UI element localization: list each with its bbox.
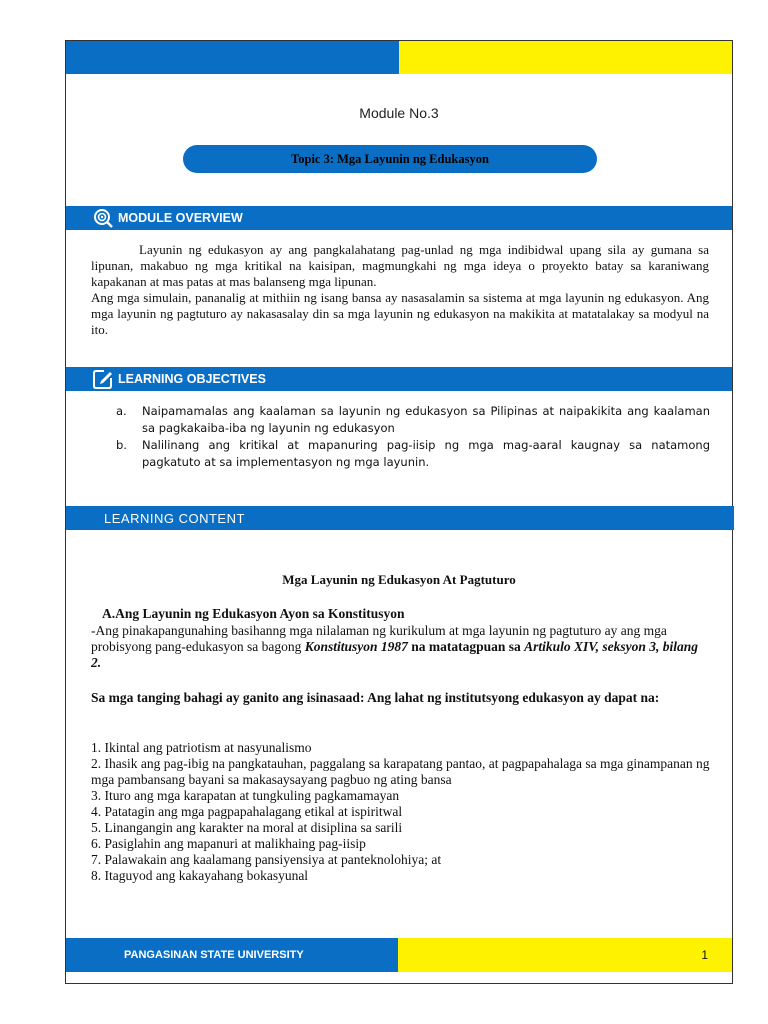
learning-content-heading: LEARNING CONTENT <box>104 510 245 526</box>
list-item: 2. Ihasik ang pag-ibig na pangkatauhan, paggalang sa karapatang pantao, at pagpapahalaga sa mga ginampanan ng mga pambansang bayani sa makasaysayang pagbuo ng ating bansa <box>91 756 710 787</box>
module-page <box>65 40 733 984</box>
objective-letter: a. <box>116 404 127 418</box>
objective-item <box>116 403 710 437</box>
learning-objectives-heading: LEARNING OBJECTIVES <box>118 372 266 386</box>
para-middle: na matatagpuan sa <box>407 639 525 654</box>
module-overview-heading: MODULE OVERVIEW <box>118 211 243 225</box>
constitution-paragraph <box>91 623 711 671</box>
list-item: 5. Linangangin ang karakter na moral at disiplina sa sarili <box>91 820 403 835</box>
list-item: 4. Patatagin ang mga pagpapahalagang etikal at ispiritwal <box>91 804 403 819</box>
magnifier-target-icon <box>92 207 114 229</box>
learning-objectives-band <box>66 367 732 391</box>
list-item: 7. Palawakain ang kaalamang pansiyensiya at panteknolohiya; at <box>91 852 442 867</box>
objective-text: Naipamamalas ang kaalaman sa layunin ng edukasyon sa Pilipinas at naipakikita ang kaalaman sa pagkakaiba-iba ng layunin ng edukasyon <box>142 404 710 435</box>
page-number: 1 <box>701 948 708 962</box>
section-heading: A.Ang Layunin ng Edukasyon Ayon sa Konstitusyon <box>102 606 405 621</box>
provision-intro: Sa mga tanging bahagi ay ganito ang isinasaad: Ang lahat ng institutsyong edukasyon ay dapat na: <box>91 690 660 705</box>
content-title: Mga Layunin ng Edukasyon At Pagtuturo <box>282 572 516 587</box>
header-yellow-bar <box>399 41 732 74</box>
list-item: 8. Itaguyod ang kakayahang bokasyunal <box>91 868 309 883</box>
footer-blue-bar <box>66 938 398 972</box>
objective-letter: b. <box>116 438 127 452</box>
objective-item <box>116 437 710 471</box>
module-overview-band <box>66 206 732 230</box>
list-item: 1. Ikintal ang patriotism at nasyunalismo <box>91 740 312 755</box>
konstitusyon-reference: Konstitusyon 1987 <box>304 639 408 654</box>
header-blue-bar <box>66 41 399 74</box>
list-item: 3. Ituro ang mga karapatan at tungkuling pagkamamayan <box>91 788 400 803</box>
overview-text <box>91 242 709 338</box>
list-item: 6. Pasiglahin ang mapanuri at malikhaing pag-iisip <box>91 836 366 851</box>
objectives-list <box>116 403 710 471</box>
learning-content-band <box>66 506 734 530</box>
module-number: Module No.3 <box>359 105 439 121</box>
overview-paragraph-2: Ang mga simulain, pananalig at mithiin ng isang bansa ay nasasalamin sa sistema at mga layunin ng edukasyon. Ang mga layunin ng pagtuturo ay nakasasalay din sa mga layunin ng edukasyon na makikita at matatalakay sa modyul na ito. <box>91 290 709 337</box>
para-start: -Ang pinakapangunahing basihanng mga nilalaman ng kurikulum at mga layunin ng pagtuturo ay ang mga probisyong pang-edukasyon sa bagong <box>91 623 667 654</box>
topic-pill: Topic 3: Mga Layunin ng Edukasyon <box>183 145 597 173</box>
footer-university: PANGASINAN STATE UNIVERSITY <box>124 949 304 961</box>
objective-text: Nalilinang ang kritikal at mapanuring pag-iisip ng mga mag-aaral kaugnay sa natamong pagkatuto at sa implementasyon ng mga layunin. <box>142 438 710 469</box>
footer-yellow-bar <box>398 938 732 972</box>
provision-list <box>91 740 711 884</box>
artikulo-reference: Artikulo XIV, seksyon 3, bilang 2. <box>91 639 698 670</box>
edit-pencil-icon <box>92 368 114 390</box>
overview-paragraph-1: Layunin ng edukasyon ay ang pangkalahatang pag-unlad ng mga indibidwal upang sila ay gumana sa lipunan, makabuo ng mga kritikal na kaisipan, magmungkahi ng mga ideya o proyekto batay sa karaniwang kapakanan at mas patas at mas balanseng mga lipunan. <box>91 242 709 289</box>
